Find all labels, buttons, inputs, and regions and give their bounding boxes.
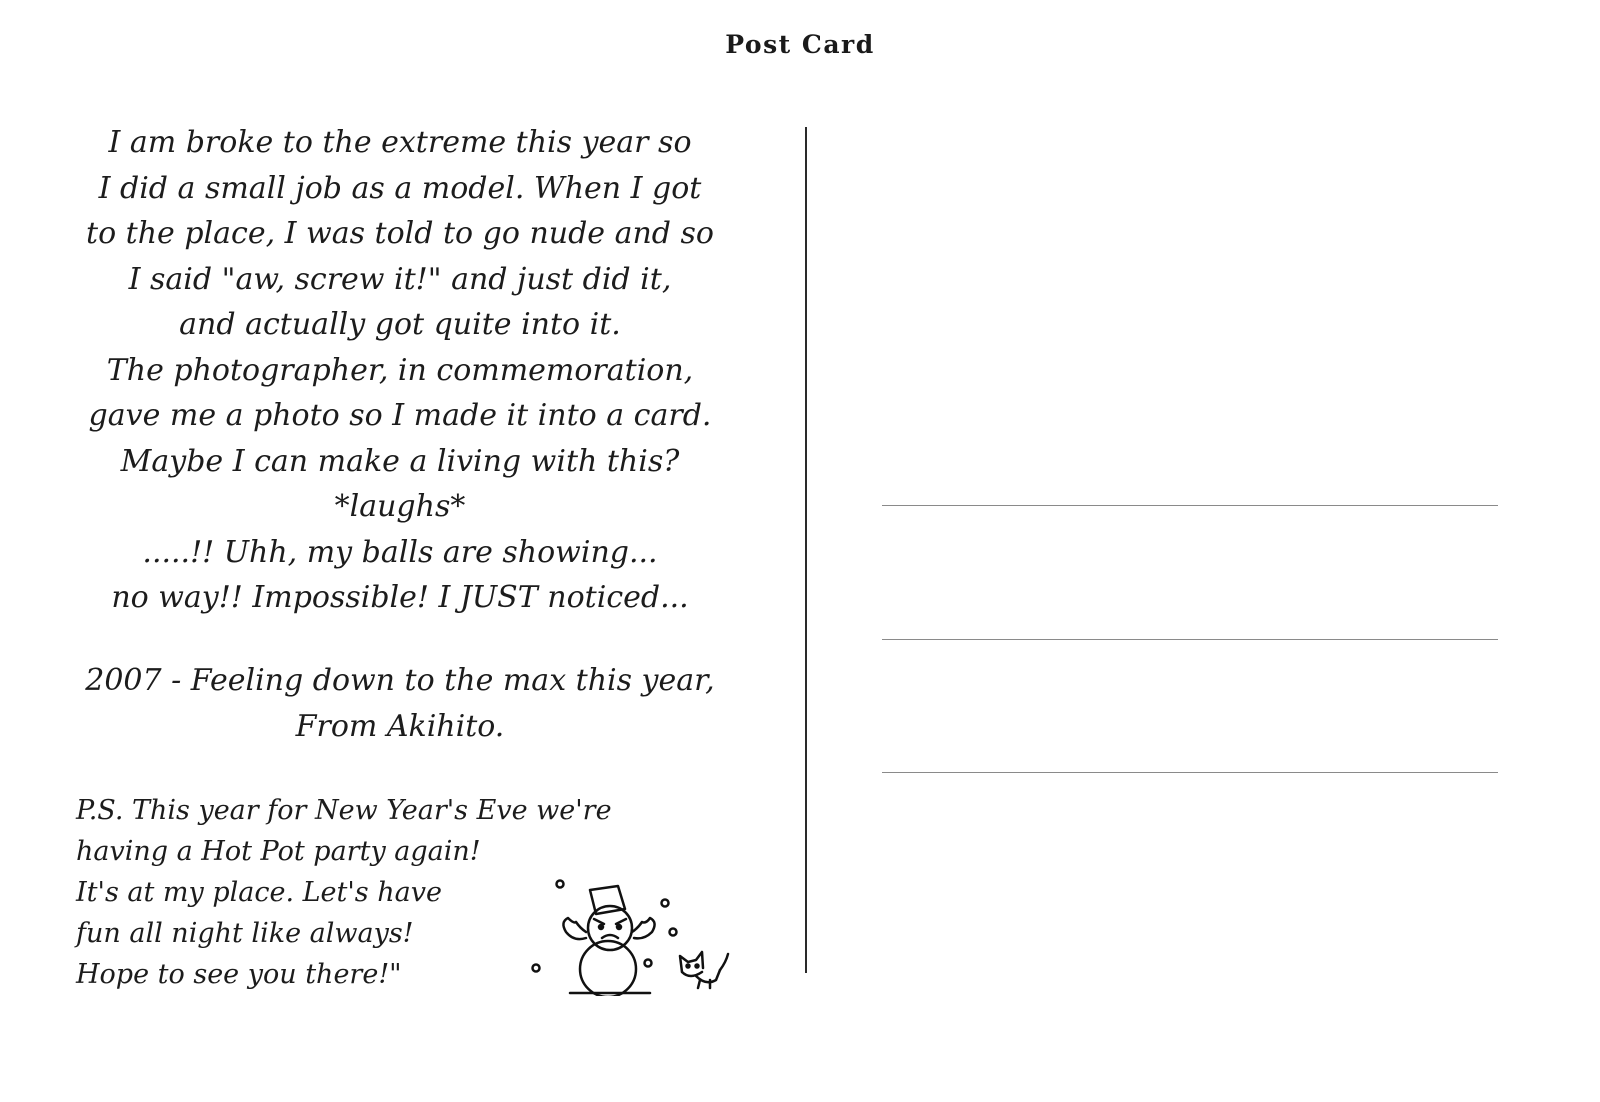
ps-line: fun all night like always! [76,918,414,949]
postcard-title: Post Card [725,30,875,59]
message-line: gave me a photo so I made it into a card. [88,398,712,433]
message-line: .....!! Uhh, my balls are showing... [142,534,658,570]
address-line [882,639,1498,640]
message-body [60,120,740,621]
snowflake-icon [662,900,669,907]
snowman-illustration [530,876,740,996]
message-line: I did a small job as a model. When I got [98,170,702,206]
snowman-icon [563,886,654,996]
ps-line: Hope to see you there!" [76,959,402,990]
message-line: to the place, I was told to go nude and so [86,216,714,251]
ps-line: P.S. This year for New Year's Eve we're [76,795,612,826]
message-line: Maybe I can make a living with this? [120,443,680,479]
ps-line: having a Hot Pot party again! [76,836,481,867]
cat-icon [680,952,728,988]
signoff [60,658,740,749]
message-line: I said "aw, screw it!" and just did it, [128,261,672,297]
message-line: and actually got quite into it. [179,307,621,342]
message-line: The photographer, in commemoration, [106,352,694,388]
message-line: I am broke to the extreme this year so [108,125,692,160]
snowflake-icon [533,965,540,972]
snowflake-icon [557,881,564,888]
signoff-line: 2007 - Feeling down to the max this year, [85,663,715,698]
message-line: no way!! Impossible! I JUST noticed... [111,580,689,615]
signoff-line: From Akihito. [295,708,505,744]
message-line: *laughs* [334,489,466,524]
center-divider [805,127,807,973]
address-line [882,505,1498,506]
address-line [882,772,1498,773]
snowflake-icon [670,929,677,936]
snowflake-icon [645,960,652,967]
ps-line: It's at my place. Let's have [76,877,442,908]
